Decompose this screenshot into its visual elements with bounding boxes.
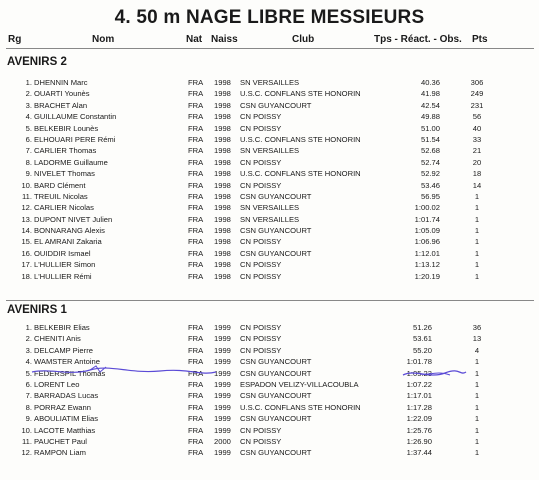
nationality-cell: FRA (188, 414, 204, 424)
birth-year-cell: 1999 (214, 345, 231, 355)
birth-year-cell: 1998 (214, 191, 231, 201)
rank-cell: 13. (21, 214, 32, 224)
nationality-cell: FRA (188, 448, 204, 458)
column-header-row (0, 34, 539, 48)
rank-cell: 7. (25, 391, 32, 401)
time-cell: 52.68 (420, 146, 440, 156)
name-cell: DELCAMP Pierre (34, 345, 93, 355)
table-row (0, 390, 539, 401)
table-row (0, 168, 539, 179)
rank-cell: 17. (21, 260, 32, 270)
club-cell: CN POISSY (240, 436, 282, 446)
time-cell: 53.61 (412, 334, 432, 344)
time-cell: 56.95 (420, 191, 440, 201)
birth-year-cell: 1998 (214, 78, 231, 87)
time-cell: 41.98 (420, 89, 440, 99)
page-title: 4. 50 m NAGE LIBRE MESSIEURS (114, 7, 425, 28)
nationality-cell: FRA (188, 191, 204, 201)
rank-cell: 6. (25, 134, 32, 144)
section-title-avenirs-2: AVENIRS 2 (7, 56, 67, 68)
col-rg: Rg (8, 34, 22, 45)
nationality-cell: FRA (188, 112, 204, 122)
rank-cell: 11. (22, 191, 32, 201)
time-cell: 1:17.28 (406, 402, 432, 412)
rank-cell: 15. (21, 237, 32, 247)
time-cell: 40.36 (420, 78, 440, 87)
club-cell: CN POISSY (240, 271, 282, 281)
points-cell: 1 (474, 414, 480, 424)
rank-cell: 10. (21, 425, 32, 435)
rank-cell: 2. (25, 334, 32, 344)
nationality-cell: FRA (188, 89, 204, 99)
col-pts: Pts (472, 34, 488, 45)
points-cell: 1 (474, 425, 480, 435)
birth-year-cell: 1999 (214, 334, 231, 344)
birth-year-cell: 1998 (214, 112, 231, 122)
table-row (0, 191, 539, 202)
rank-cell: 7. (25, 146, 32, 156)
time-cell: 1:26.90 (406, 436, 432, 446)
points-cell: 40 (472, 123, 482, 133)
birth-year-cell: 1998 (214, 248, 231, 258)
table-row (0, 271, 539, 282)
nationality-cell: FRA (188, 237, 204, 247)
rank-cell: 4. (25, 112, 32, 122)
club-cell: CN POISSY (240, 260, 282, 270)
club-cell: CSN GUYANCOURT (240, 368, 312, 378)
points-cell: 1 (474, 448, 480, 458)
table-row (0, 157, 539, 168)
rank-cell: 1. (25, 78, 32, 87)
rank-cell: 3. (25, 100, 32, 110)
birth-year-cell: 1999 (214, 425, 231, 435)
table-row (0, 214, 539, 225)
table-row (0, 447, 539, 458)
birth-year-cell: 1998 (214, 180, 231, 190)
club-cell: CSN GUYANCOURT (240, 226, 312, 236)
rank-cell: 1. (25, 323, 32, 332)
section-title-avenirs-1: AVENIRS 1 (7, 304, 67, 316)
nationality-cell: FRA (188, 203, 204, 213)
points-cell: 249 (470, 89, 484, 99)
name-cell: TREUIL Nicolas (34, 191, 88, 201)
birth-year-cell: 1998 (214, 123, 231, 133)
points-cell: 18 (472, 169, 482, 179)
name-cell: GUILLAUME Constantin (34, 112, 117, 122)
birth-year-cell: 1998 (214, 226, 231, 236)
table-row (0, 356, 539, 367)
club-cell: SN VERSAILLES (240, 214, 300, 224)
col-nom: Nom (92, 34, 115, 45)
nationality-cell: FRA (188, 180, 204, 190)
club-cell: CSN GUYANCOURT (240, 191, 312, 201)
name-cell: L'HULLIER Rémi (34, 271, 92, 281)
birth-year-cell: 1999 (214, 448, 231, 458)
name-cell: OUIDDIR Ismael (34, 248, 91, 258)
rank-cell: 4. (25, 357, 32, 367)
points-cell: 1 (474, 368, 480, 378)
col-nat: Nat (186, 34, 203, 45)
nationality-cell: FRA (188, 379, 204, 389)
nationality-cell: FRA (188, 78, 204, 87)
rank-cell: 9. (25, 169, 32, 179)
time-cell: 55.20 (412, 345, 432, 355)
birth-year-cell: 1998 (214, 89, 231, 99)
club-cell: CSN GUYANCOURT (240, 357, 312, 367)
birth-year-cell: 1998 (214, 260, 231, 270)
nationality-cell: FRA (188, 334, 204, 344)
points-cell: 1 (474, 203, 480, 213)
club-cell: CN POISSY (240, 425, 282, 435)
rank-cell: 8. (25, 157, 32, 167)
club-cell: CSN GUYANCOURT (240, 391, 312, 401)
birth-year-cell: 1998 (214, 237, 231, 247)
name-cell: BARD Clément (34, 180, 86, 190)
club-cell: SN VERSAILLES (240, 78, 300, 87)
club-cell: U.S.C. CONFLANS STE HONORIN (240, 169, 361, 179)
table-row (0, 413, 539, 424)
nationality-cell: FRA (188, 425, 204, 435)
name-cell: BELKEBIR Elias (34, 323, 90, 332)
name-cell: WAMSTER Antoine (34, 357, 100, 367)
club-cell: CN POISSY (240, 180, 282, 190)
table-row (0, 123, 539, 134)
nationality-cell: FRA (188, 214, 204, 224)
club-cell: ESPADON VELIZY-VILLACOUBLA (240, 379, 359, 389)
nationality-cell: FRA (188, 368, 204, 378)
name-cell: NIVELET Thomas (34, 169, 95, 179)
birth-year-cell: 1998 (214, 214, 231, 224)
nationality-cell: FRA (188, 134, 204, 144)
name-cell: ABOULIATIM Elias (34, 414, 98, 424)
name-cell: PAUCHET Paul (34, 436, 87, 446)
points-cell: 1 (474, 357, 480, 367)
points-cell: 1 (474, 391, 480, 401)
table-row (0, 425, 539, 436)
nationality-cell: FRA (188, 123, 204, 133)
birth-year-cell: 1998 (214, 203, 231, 213)
name-cell: LACOTE Matthias (34, 425, 96, 435)
birth-year-cell: 1999 (214, 414, 231, 424)
rank-cell: 6. (25, 379, 32, 389)
table-row (0, 259, 539, 270)
name-cell: CARLIER Thomas (34, 146, 97, 156)
birth-year-cell: 2000 (214, 436, 231, 446)
club-cell: CSN GUYANCOURT (240, 414, 312, 424)
name-cell: L'HULLIER Simon (34, 260, 96, 270)
points-cell: 1 (474, 260, 480, 270)
name-cell: CHENITI Anis (34, 334, 81, 344)
club-cell: CSN GUYANCOURT (240, 100, 312, 110)
rank-cell: 16. (21, 248, 32, 258)
rank-cell: 12. (21, 203, 32, 213)
points-cell: 4 (474, 345, 480, 355)
table-row (0, 100, 539, 111)
time-cell: 1:12.01 (414, 248, 440, 258)
time-cell: 1:22.09 (406, 414, 432, 424)
table-row (0, 248, 539, 259)
table-row (0, 180, 539, 191)
rank-cell: 8. (25, 402, 32, 412)
points-cell: 306 (470, 78, 484, 87)
nationality-cell: FRA (188, 345, 204, 355)
col-tps: Tps - Réact. - Obs. (374, 34, 462, 45)
nationality-cell: FRA (188, 323, 204, 332)
name-cell: ELHOUARI PERE Rémi (34, 134, 116, 144)
club-cell: CN POISSY (240, 123, 282, 133)
club-cell: CN POISSY (240, 112, 282, 122)
rank-cell: 5. (25, 123, 32, 133)
name-cell: BARRADAS Lucas (34, 391, 99, 401)
points-cell: 56 (472, 112, 482, 122)
name-cell: EL AMRANI Zakaria (34, 237, 102, 247)
club-cell: U.S.C. CONFLANS STE HONORIN (240, 134, 361, 144)
club-cell: U.S.C. CONFLANS STE HONORIN (240, 89, 361, 99)
points-cell: 1 (474, 436, 480, 446)
nationality-cell: FRA (188, 260, 204, 270)
nationality-cell: FRA (188, 157, 204, 167)
rank-cell: 12. (21, 448, 32, 458)
points-cell: 1 (474, 214, 480, 224)
birth-year-cell: 1999 (214, 391, 231, 401)
points-cell: 231 (470, 100, 484, 110)
club-cell: CN POISSY (240, 345, 282, 355)
birth-year-cell: 1998 (214, 100, 231, 110)
points-cell: 1 (474, 226, 480, 236)
birth-year-cell: 1999 (214, 323, 231, 332)
table-row (0, 134, 539, 145)
points-cell: 1 (474, 402, 480, 412)
time-cell: 1:01.78 (406, 357, 432, 367)
club-cell: CN POISSY (240, 323, 282, 332)
nationality-cell: FRA (188, 226, 204, 236)
table-row (0, 145, 539, 156)
name-cell: PORRAZ Ewann (34, 402, 91, 412)
points-cell: 13 (472, 334, 482, 344)
name-cell: CARLIER Nicolas (34, 203, 94, 213)
points-cell: 21 (472, 146, 482, 156)
birth-year-cell: 1999 (214, 379, 231, 389)
results-table-avenirs-1 (0, 322, 539, 459)
col-naiss: Naiss (211, 34, 238, 45)
nationality-cell: FRA (188, 357, 204, 367)
club-cell: CN POISSY (240, 157, 282, 167)
rank-cell: 9. (25, 414, 32, 424)
table-row (0, 77, 539, 88)
points-cell: 1 (474, 271, 480, 281)
birth-year-cell: 1999 (214, 357, 231, 367)
name-cell: LADORME Guillaume (34, 157, 108, 167)
time-cell: 1:13.12 (414, 260, 440, 270)
nationality-cell: FRA (188, 391, 204, 401)
points-cell: 1 (474, 191, 480, 201)
birth-year-cell: 1998 (214, 157, 231, 167)
club-cell: CSN GUYANCOURT (240, 448, 312, 458)
table-row (0, 236, 539, 247)
time-cell: 1:17.01 (406, 391, 432, 401)
name-cell: FEDERSPIL Thomas (34, 368, 106, 378)
table-row (0, 345, 539, 356)
nationality-cell: FRA (188, 402, 204, 412)
table-row (0, 202, 539, 213)
club-cell: CN POISSY (240, 237, 282, 247)
table-row (0, 368, 539, 379)
name-cell: DHENNIN Marc (34, 78, 88, 87)
table-row (0, 88, 539, 99)
birth-year-cell: 1999 (214, 368, 231, 378)
rank-cell: 14. (21, 226, 32, 236)
header-rule (6, 48, 534, 49)
time-cell: 1:01.74 (414, 214, 440, 224)
time-cell: 53.46 (420, 180, 440, 190)
rank-cell: 3. (25, 345, 32, 355)
rank-cell: 10. (21, 180, 32, 190)
table-row (0, 333, 539, 344)
nationality-cell: FRA (188, 271, 204, 281)
time-cell: 51.54 (420, 134, 440, 144)
section-rule (6, 300, 534, 301)
club-cell: SN VERSAILLES (240, 203, 300, 213)
table-row (0, 379, 539, 390)
name-cell: OUARTI Younès (34, 89, 90, 99)
rank-cell: 2. (25, 89, 32, 99)
time-cell: 51.26 (412, 323, 432, 332)
col-club: Club (292, 34, 315, 45)
points-cell: 1 (474, 237, 480, 247)
birth-year-cell: 1998 (214, 146, 231, 156)
points-cell: 14 (472, 180, 482, 190)
time-cell: 52.74 (420, 157, 440, 167)
name-cell: BONNARANG Alexis (34, 226, 105, 236)
points-cell: 1 (474, 248, 480, 258)
time-cell: 42.54 (420, 100, 440, 110)
club-cell: SN VERSAILLES (240, 146, 300, 156)
rank-cell: 18. (21, 271, 32, 281)
club-cell: CN POISSY (240, 334, 282, 344)
table-row (0, 111, 539, 122)
nationality-cell: FRA (188, 248, 204, 258)
club-cell: CSN GUYANCOURT (240, 248, 312, 258)
time-cell: 52.92 (420, 169, 440, 179)
nationality-cell: FRA (188, 146, 204, 156)
rank-cell: 11. (22, 436, 32, 446)
time-cell: 1:37.44 (406, 448, 432, 458)
birth-year-cell: 1998 (214, 169, 231, 179)
points-cell: 1 (474, 379, 480, 389)
table-row (0, 322, 539, 333)
points-cell: 20 (472, 157, 482, 167)
results-table-avenirs-2 (0, 77, 539, 282)
points-cell: 33 (472, 134, 482, 144)
nationality-cell: FRA (188, 436, 204, 446)
time-cell: 1:07.22 (406, 379, 432, 389)
name-cell: RAMPON Liam (34, 448, 86, 458)
birth-year-cell: 1998 (214, 134, 231, 144)
club-cell: U.S.C. CONFLANS STE HONORIN (240, 402, 361, 412)
time-cell: 49.88 (420, 112, 440, 122)
birth-year-cell: 1999 (214, 402, 231, 412)
points-cell: 36 (472, 323, 482, 332)
nationality-cell: FRA (188, 100, 204, 110)
nationality-cell: FRA (188, 169, 204, 179)
birth-year-cell: 1998 (214, 271, 231, 281)
time-cell: 51.00 (420, 123, 440, 133)
time-cell: 1:05.09 (414, 226, 440, 236)
table-row (0, 402, 539, 413)
name-cell: DUPONT NIVET Julien (34, 214, 113, 224)
rank-cell: 5. (25, 368, 32, 378)
time-cell: 1:05.23 (406, 368, 432, 378)
name-cell: LORENT Leo (34, 379, 80, 389)
time-cell: 1:20.19 (414, 271, 440, 281)
name-cell: BRACHET Alan (34, 100, 88, 110)
time-cell: 1:25.76 (406, 425, 432, 435)
time-cell: 1:00.02 (414, 203, 440, 213)
time-cell: 1:06.96 (414, 237, 440, 247)
table-row (0, 436, 539, 447)
name-cell: BELKEBIR Lounès (34, 123, 99, 133)
table-row (0, 225, 539, 236)
